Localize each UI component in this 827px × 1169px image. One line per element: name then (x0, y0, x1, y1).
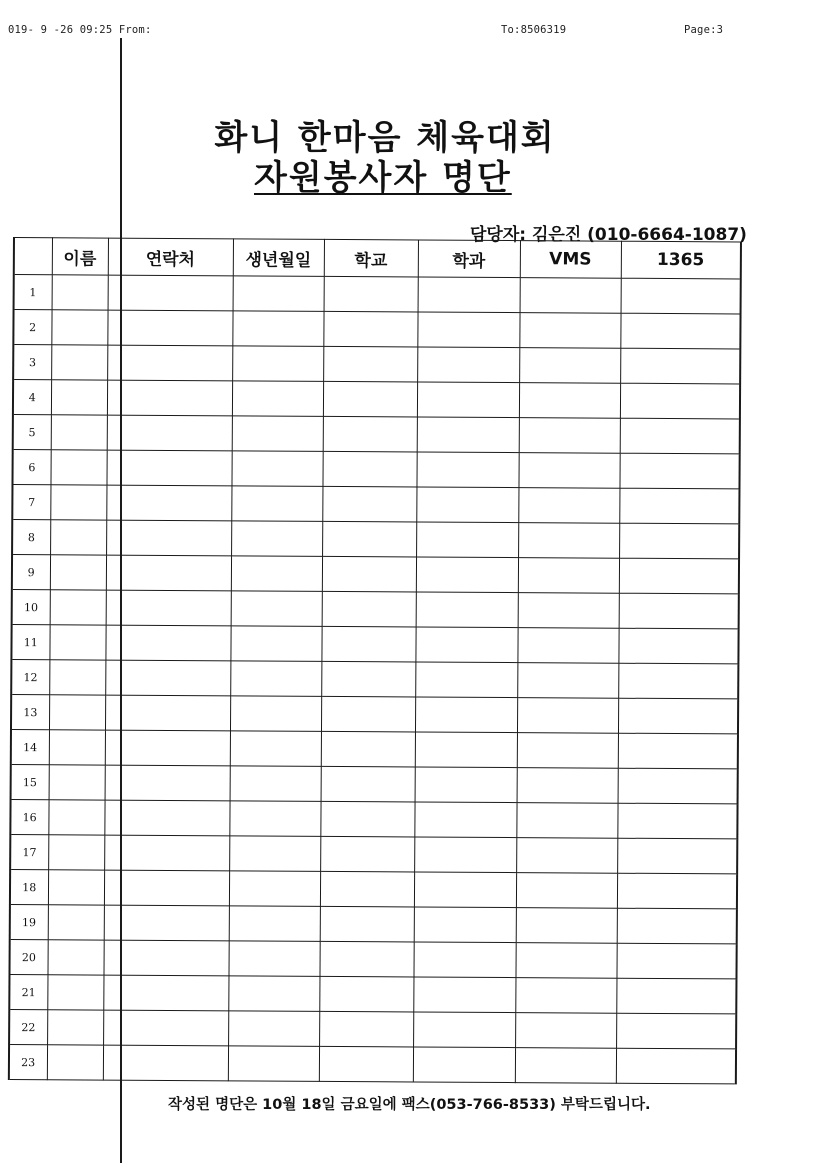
table-cell[interactable] (518, 558, 619, 594)
fax-page-number: Page:3 (684, 24, 724, 36)
table-row (13, 310, 740, 349)
table-cell[interactable] (103, 1045, 228, 1081)
table-cell[interactable] (322, 521, 416, 557)
table-cell[interactable] (105, 625, 230, 661)
table-cell[interactable] (417, 382, 519, 418)
table-cell[interactable] (103, 975, 228, 1011)
table-cell[interactable] (416, 487, 518, 523)
table-cell[interactable] (231, 521, 322, 557)
table-cell[interactable] (515, 1013, 616, 1049)
table-cell[interactable] (49, 660, 105, 695)
table-cell[interactable] (414, 872, 516, 908)
table-cell[interactable] (323, 381, 417, 417)
table-cell[interactable] (618, 733, 738, 769)
table-row (11, 659, 738, 698)
row-number: 17 (10, 834, 48, 869)
column-header: 이름 (52, 238, 108, 275)
table-cell[interactable] (107, 415, 232, 451)
table-cell[interactable] (47, 940, 103, 975)
table-cell[interactable] (418, 277, 520, 313)
table-cell[interactable] (105, 730, 230, 766)
table-cell[interactable] (50, 485, 106, 520)
table-cell[interactable] (619, 523, 739, 559)
table-cell[interactable] (322, 591, 416, 627)
column-header: 학과 (418, 240, 520, 278)
table-cell[interactable] (619, 593, 739, 629)
table-cell[interactable] (515, 943, 616, 979)
table-cell[interactable] (106, 590, 231, 626)
table-cell[interactable] (231, 486, 322, 522)
table-cell[interactable] (48, 800, 104, 835)
table-cell[interactable] (515, 1048, 616, 1084)
table-cell[interactable] (321, 696, 415, 732)
table-row (9, 939, 736, 978)
table-cell[interactable] (517, 628, 618, 664)
table-row (13, 415, 740, 454)
fax-header (8, 24, 818, 40)
table-cell[interactable] (616, 1048, 736, 1084)
table-cell[interactable] (231, 591, 322, 627)
table-cell[interactable] (619, 453, 739, 489)
table-cell[interactable] (518, 593, 619, 629)
contact-person: 담당자: 김은진 (010-6664-1087) (470, 225, 747, 245)
table-cell[interactable] (620, 383, 740, 419)
table-cell[interactable] (519, 383, 620, 419)
table-cell[interactable] (47, 1010, 103, 1045)
fax-from: 019- 9 -26 09:25 From: (8, 24, 152, 36)
table-cell[interactable] (321, 766, 415, 802)
table-cell[interactable] (516, 908, 617, 944)
row-number: 14 (11, 729, 49, 764)
table-cell[interactable] (618, 768, 738, 804)
table-cell[interactable] (519, 348, 620, 384)
table-cell[interactable] (107, 345, 232, 381)
table-row (13, 345, 740, 384)
table-cell[interactable] (416, 522, 518, 558)
volunteer-roster-table (8, 237, 742, 1084)
row-number: 11 (11, 624, 49, 659)
table-cell[interactable] (48, 905, 104, 940)
document-subtitle: 자원봉사자 명단 (254, 158, 512, 198)
table-cell[interactable] (50, 555, 106, 590)
table-cell[interactable] (232, 346, 323, 382)
table-cell[interactable] (620, 348, 740, 384)
table-cell[interactable] (618, 628, 738, 664)
table-cell[interactable] (319, 976, 413, 1012)
fax-to: To:8506319 (501, 24, 567, 36)
footer-instruction: 작성된 명단은 10월 18일 금요일에 팩스(053-766-8533) 부탁드립니다. (168, 1097, 651, 1113)
table-row (9, 1044, 736, 1083)
table-cell[interactable] (49, 765, 105, 800)
table-cell[interactable] (417, 347, 519, 383)
table-row (9, 974, 736, 1013)
table-cell[interactable] (106, 485, 231, 521)
table-cell[interactable] (49, 730, 105, 765)
table-cell[interactable] (104, 835, 229, 871)
table-cell[interactable] (618, 663, 738, 699)
table-cell[interactable] (321, 626, 415, 662)
table-cell[interactable] (105, 765, 230, 801)
table-cell[interactable] (518, 453, 619, 489)
table-cell[interactable] (414, 907, 516, 943)
column-header-number (14, 238, 52, 275)
roster-table-wrapper (8, 237, 740, 1084)
table-row (10, 799, 737, 838)
table-cell[interactable] (517, 663, 618, 699)
table-row (12, 485, 739, 524)
table-row (13, 380, 740, 419)
row-number: 9 (12, 555, 50, 590)
table-cell[interactable] (47, 1045, 103, 1080)
table-cell[interactable] (518, 488, 619, 524)
table-cell[interactable] (50, 450, 106, 485)
row-number: 7 (12, 485, 50, 520)
table-cell[interactable] (106, 520, 231, 556)
row-number: 18 (10, 869, 48, 904)
table-row (14, 275, 741, 314)
table-cell[interactable] (51, 345, 107, 380)
table-cell[interactable] (108, 275, 233, 311)
table-cell[interactable] (103, 940, 228, 976)
table-cell[interactable] (619, 488, 739, 524)
table-cell[interactable] (618, 698, 738, 734)
table-cell[interactable] (229, 801, 320, 837)
table-cell[interactable] (230, 626, 321, 662)
table-cell[interactable] (416, 557, 518, 593)
table-cell[interactable] (107, 380, 232, 416)
table-cell[interactable] (617, 873, 737, 909)
row-number: 1 (14, 275, 52, 310)
table-cell[interactable] (323, 416, 417, 452)
table-row (10, 869, 737, 908)
column-header: 생년월일 (233, 239, 324, 277)
table-cell[interactable] (48, 835, 104, 870)
row-number: 4 (13, 380, 51, 415)
row-number: 12 (11, 659, 49, 694)
row-number: 15 (11, 764, 49, 799)
table-cell[interactable] (322, 556, 416, 592)
table-cell[interactable] (415, 662, 517, 698)
table-row (12, 555, 739, 594)
table-cell[interactable] (105, 660, 230, 696)
table-cell[interactable] (322, 486, 416, 522)
table-cell[interactable] (415, 697, 517, 733)
table-cell[interactable] (413, 1012, 515, 1048)
table-cell[interactable] (51, 380, 107, 415)
table-cell[interactable] (516, 838, 617, 874)
table-cell[interactable] (321, 731, 415, 767)
table-cell[interactable] (519, 313, 620, 349)
table-row (12, 450, 739, 489)
row-number: 19 (10, 904, 48, 939)
table-cell[interactable] (233, 276, 324, 312)
table-row (10, 904, 737, 943)
table-header-row (14, 238, 741, 279)
table-cell[interactable] (232, 311, 323, 347)
table-cell[interactable] (518, 523, 619, 559)
row-number: 20 (9, 939, 47, 974)
table-cell[interactable] (320, 871, 414, 907)
table-cell[interactable] (228, 1011, 319, 1047)
table-cell[interactable] (231, 556, 322, 592)
row-number: 13 (11, 694, 49, 729)
table-cell[interactable] (323, 311, 417, 347)
table-cell[interactable] (517, 768, 618, 804)
row-number: 6 (12, 450, 50, 485)
table-cell[interactable] (320, 801, 414, 837)
table-cell[interactable] (232, 416, 323, 452)
table-cell[interactable] (415, 732, 517, 768)
table-cell[interactable] (417, 417, 519, 453)
table-row (12, 520, 739, 559)
row-number: 16 (10, 799, 48, 834)
table-cell[interactable] (49, 625, 105, 660)
table-row (11, 694, 738, 733)
column-header: VMS (520, 241, 621, 279)
table-cell[interactable] (324, 276, 418, 312)
table-cell[interactable] (52, 275, 108, 310)
column-header: 연락처 (108, 238, 233, 276)
table-cell[interactable] (323, 346, 417, 382)
table-cell[interactable] (103, 1010, 228, 1046)
table-cell[interactable] (617, 803, 737, 839)
table-cell[interactable] (619, 558, 739, 594)
table-cell[interactable] (415, 767, 517, 803)
table-cell[interactable] (416, 452, 518, 488)
table-cell[interactable] (51, 310, 107, 345)
table-row (11, 729, 738, 768)
table-cell[interactable] (47, 975, 103, 1010)
table-row (11, 764, 738, 803)
table-cell[interactable] (620, 313, 740, 349)
table-cell[interactable] (104, 800, 229, 836)
table-cell[interactable] (620, 418, 740, 454)
table-cell[interactable] (228, 941, 319, 977)
row-number: 5 (13, 415, 51, 450)
table-cell[interactable] (232, 381, 323, 417)
row-number: 10 (12, 589, 50, 624)
row-number: 21 (9, 974, 47, 1009)
table-cell[interactable] (230, 696, 321, 732)
column-header: 학교 (324, 239, 418, 277)
table-cell[interactable] (517, 698, 618, 734)
table-row (10, 834, 737, 873)
table-cell[interactable] (51, 415, 107, 450)
table-cell[interactable] (616, 943, 736, 979)
table-cell[interactable] (415, 627, 517, 663)
table-cell[interactable] (107, 310, 232, 346)
table-cell[interactable] (228, 976, 319, 1012)
table-row (11, 624, 738, 663)
table-cell[interactable] (49, 695, 105, 730)
table-cell[interactable] (106, 555, 231, 591)
row-number: 22 (9, 1009, 47, 1044)
table-cell[interactable] (229, 906, 320, 942)
table-row (9, 1009, 736, 1048)
table-cell[interactable] (520, 278, 621, 314)
row-number: 8 (12, 520, 50, 555)
row-number: 2 (13, 310, 51, 345)
table-cell[interactable] (230, 661, 321, 697)
table-cell[interactable] (413, 942, 515, 978)
table-cell[interactable] (616, 978, 736, 1014)
table-cell[interactable] (106, 450, 231, 486)
table-cell[interactable] (416, 592, 518, 628)
table-cell[interactable] (414, 802, 516, 838)
table-cell[interactable] (413, 977, 515, 1013)
table-cell[interactable] (413, 1047, 515, 1083)
table-cell[interactable] (322, 451, 416, 487)
table-row (12, 589, 739, 628)
row-number: 3 (13, 345, 51, 380)
table-cell[interactable] (229, 871, 320, 907)
table-cell[interactable] (321, 661, 415, 697)
table-cell[interactable] (519, 418, 620, 454)
table-cell[interactable] (617, 838, 737, 874)
table-cell[interactable] (616, 1013, 736, 1049)
table-cell[interactable] (319, 1046, 413, 1082)
column-header: 1365 (621, 241, 741, 279)
table-cell[interactable] (617, 908, 737, 944)
table-cell[interactable] (417, 312, 519, 348)
table-cell[interactable] (50, 520, 106, 555)
table-cell[interactable] (319, 941, 413, 977)
table-cell[interactable] (228, 1046, 319, 1082)
table-cell[interactable] (517, 733, 618, 769)
row-number: 23 (9, 1044, 47, 1079)
table-cell[interactable] (516, 873, 617, 909)
table-cell[interactable] (231, 451, 322, 487)
table-cell[interactable] (320, 906, 414, 942)
table-cell[interactable] (50, 590, 106, 625)
table-cell[interactable] (230, 766, 321, 802)
table-cell[interactable] (229, 836, 320, 872)
table-cell[interactable] (516, 803, 617, 839)
document-title: 화니 한마음 체육대회 (214, 118, 556, 158)
table-cell[interactable] (104, 905, 229, 941)
table-cell[interactable] (104, 870, 229, 906)
table-body (9, 275, 741, 1084)
table-cell[interactable] (319, 1011, 413, 1047)
table-cell[interactable] (320, 836, 414, 872)
table-cell[interactable] (230, 731, 321, 767)
table-cell[interactable] (48, 870, 104, 905)
table-cell[interactable] (621, 278, 741, 314)
table-cell[interactable] (414, 837, 516, 873)
table-cell[interactable] (515, 978, 616, 1014)
table-cell[interactable] (105, 695, 230, 731)
